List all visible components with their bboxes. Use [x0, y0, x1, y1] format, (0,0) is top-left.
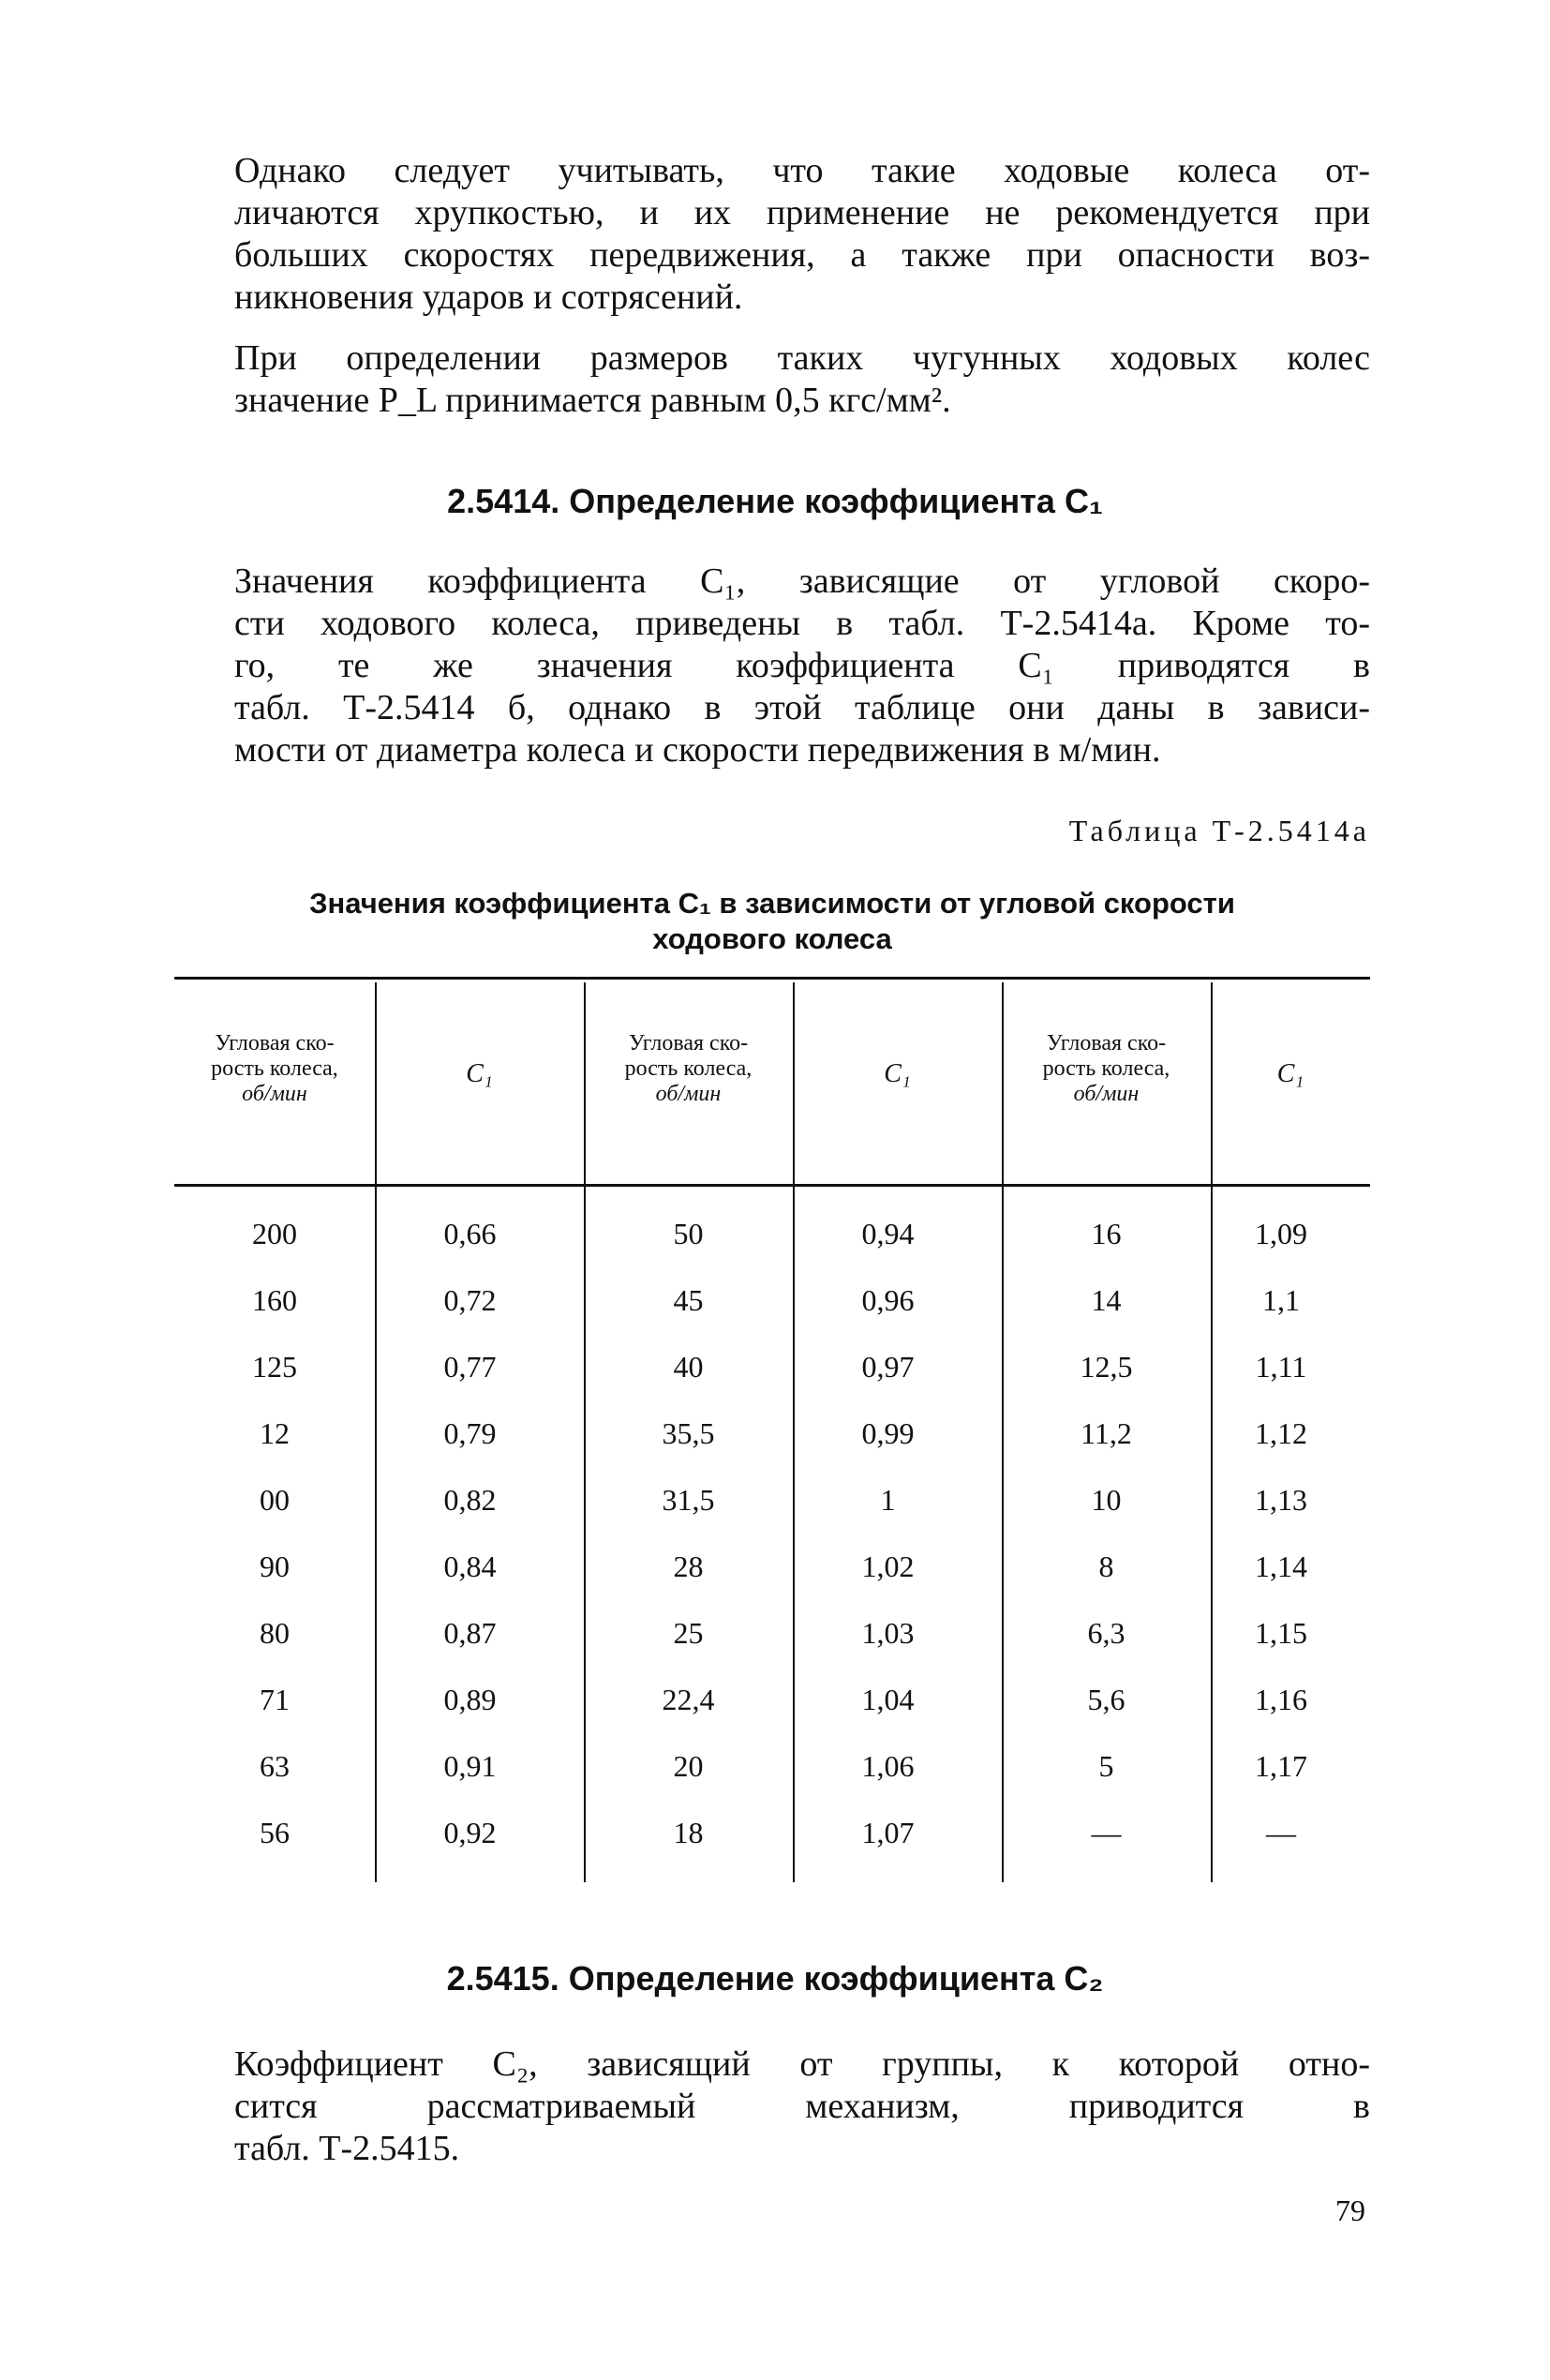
header-c1: C₁ — [884, 1059, 911, 1088]
table-cell: 0,99 — [861, 1416, 915, 1450]
paragraph-4 — [234, 2043, 1370, 2170]
text-line: Значения коэффициента C₁, зависящие от угловой скоро- — [234, 561, 1370, 601]
text-line: го, те же значения коэффициента C₁ приводятся в — [234, 646, 1370, 685]
section-heading-2-5414: 2.5414. Определение коэффициента C₁ — [447, 482, 1103, 520]
table-cell: — — [1091, 1816, 1122, 1849]
table-cell: 1,14 — [1255, 1549, 1307, 1583]
table-cell: 1,1 — [1262, 1283, 1300, 1317]
table-cell: 0,82 — [443, 1483, 497, 1517]
header-line: рость колеса, — [624, 1056, 753, 1081]
table-cell: 1,15 — [1255, 1616, 1307, 1650]
table-cell: 1,17 — [1255, 1749, 1307, 1783]
header-line: об/мин — [242, 1082, 307, 1106]
table-cell: 11,2 — [1081, 1416, 1132, 1450]
table-cell: 0,87 — [443, 1616, 497, 1650]
text-line: значение P_L принимается равным 0,5 кгс/мм². — [234, 381, 951, 420]
table-header-rule — [174, 1184, 1370, 1187]
text-line: личаются хрупкостью, и их применение не рекомендуется при — [234, 193, 1370, 232]
table-cell: 90 — [260, 1549, 290, 1583]
table-cell: 0,66 — [443, 1217, 497, 1250]
text-line: больших скоростях передвижения, а также при опасности воз- — [234, 235, 1370, 275]
table-cell: 1,16 — [1255, 1683, 1307, 1716]
paragraph-3 — [234, 561, 1370, 771]
table-cell: 20 — [673, 1749, 704, 1783]
table-cell: 80 — [260, 1616, 290, 1650]
table-title — [174, 886, 1370, 957]
header-line: рость колеса, — [1042, 1056, 1170, 1081]
table-cell: 0,94 — [861, 1217, 915, 1250]
table-cell: 28 — [673, 1549, 704, 1583]
paragraph-2 — [234, 337, 1370, 422]
text-line: сится рассматриваемый механизм, приводится в — [234, 2087, 1370, 2126]
text-line: мости от диаметра колеса и скорости передвижения в м/мин. — [234, 730, 1161, 770]
table-cell: 10 — [1091, 1483, 1122, 1517]
header-angular-speed — [584, 1031, 793, 1107]
table-cell: 35,5 — [662, 1416, 715, 1450]
header-line: об/мин — [655, 1082, 722, 1106]
table-cell: 18 — [673, 1816, 704, 1849]
paragraph-1 — [234, 150, 1370, 319]
table-cell: 12,5 — [1080, 1350, 1133, 1384]
table-title-line: ходового колеса — [652, 922, 892, 955]
table-cell: 22,4 — [662, 1683, 715, 1716]
table-cell: 160 — [252, 1283, 297, 1317]
table-cell: 12 — [260, 1416, 290, 1450]
header-line: рость колеса, — [211, 1056, 338, 1081]
table-label: Таблица Т-2.5414а — [1068, 814, 1370, 847]
header-line: Угловая ско- — [1046, 1031, 1167, 1055]
header-c1: C₁ — [1276, 1059, 1304, 1088]
table-cell: 1,12 — [1255, 1416, 1307, 1450]
table-cell: 5 — [1098, 1749, 1114, 1783]
table-top-rule — [174, 977, 1370, 980]
table-cell: 40 — [673, 1350, 704, 1384]
table-cell: 63 — [260, 1749, 290, 1783]
table-cell: 1,03 — [861, 1616, 915, 1650]
text-line: никновения ударов и сотрясений. — [234, 277, 743, 317]
header-line: Угловая ско- — [628, 1031, 749, 1055]
table-cell: 31,5 — [662, 1483, 715, 1517]
table-cell: 50 — [673, 1217, 704, 1250]
table-cell: 5,6 — [1087, 1683, 1125, 1716]
text-line: табл. Т-2.5414 б, однако в этой таблице они даны в зависи- — [234, 688, 1370, 727]
table-cell: 0,96 — [861, 1283, 915, 1317]
table-cell: 1,04 — [861, 1683, 915, 1716]
header-line: об/мин — [1073, 1082, 1140, 1106]
table-cell: 0,72 — [443, 1283, 497, 1317]
header-angular-speed — [1002, 1031, 1211, 1107]
table-cell: 1,13 — [1255, 1483, 1307, 1517]
text-line: сти ходового колеса, приведены в табл. Т-2.5414а. Кроме то- — [234, 604, 1370, 643]
table-cell: 125 — [252, 1350, 297, 1384]
table-cell: 6,3 — [1087, 1616, 1125, 1650]
table-cell: 200 — [252, 1217, 297, 1250]
table-cell: 1,11 — [1255, 1350, 1307, 1384]
table-cell: 0,84 — [443, 1549, 497, 1583]
table-cell: 25 — [673, 1616, 704, 1650]
table-title-line: Значения коэффициента C₁ в зависимости от угловой скорости — [309, 887, 1235, 920]
header-line: Угловая ско- — [215, 1031, 335, 1055]
section-heading-2-5415: 2.5415. Определение коэффициента C₂ — [446, 1959, 1104, 1998]
page-number: 79 — [1335, 2193, 1365, 2227]
table-cell: 0,91 — [443, 1749, 497, 1783]
table-cell: 1,09 — [1255, 1217, 1307, 1250]
header-c1: C₁ — [466, 1059, 493, 1088]
table-cell: 71 — [260, 1683, 290, 1716]
table-cell: 0,79 — [443, 1416, 497, 1450]
header-angular-speed — [174, 1031, 375, 1107]
table-cell: 16 — [1091, 1217, 1122, 1250]
text-line: табл. Т-2.5415. — [234, 2129, 460, 2168]
text-line: Коэффициент C₂, зависящий от группы, к которой отно- — [234, 2044, 1370, 2084]
table-cell: 1 — [880, 1483, 896, 1517]
table-cell: 0,89 — [443, 1683, 497, 1716]
table-cell: 56 — [260, 1816, 290, 1849]
table-cell: 14 — [1091, 1283, 1122, 1317]
table-cell: 1,02 — [861, 1549, 915, 1583]
table-cell: 0,92 — [443, 1816, 497, 1849]
text-line: Однако следует учитывать, что такие ходовые колеса от- — [234, 151, 1370, 190]
table-cell: 00 — [260, 1483, 290, 1517]
table-cell: 1,06 — [861, 1749, 915, 1783]
table-cell: — — [1266, 1816, 1296, 1849]
table-cell: 0,97 — [861, 1350, 915, 1384]
table-cell: 8 — [1098, 1549, 1114, 1583]
text-line: При определении размеров таких чугунных ходовых колес — [234, 338, 1370, 378]
table-cell: 0,77 — [443, 1350, 497, 1384]
table-cell: 45 — [673, 1283, 704, 1317]
table-cell: 1,07 — [861, 1816, 915, 1849]
